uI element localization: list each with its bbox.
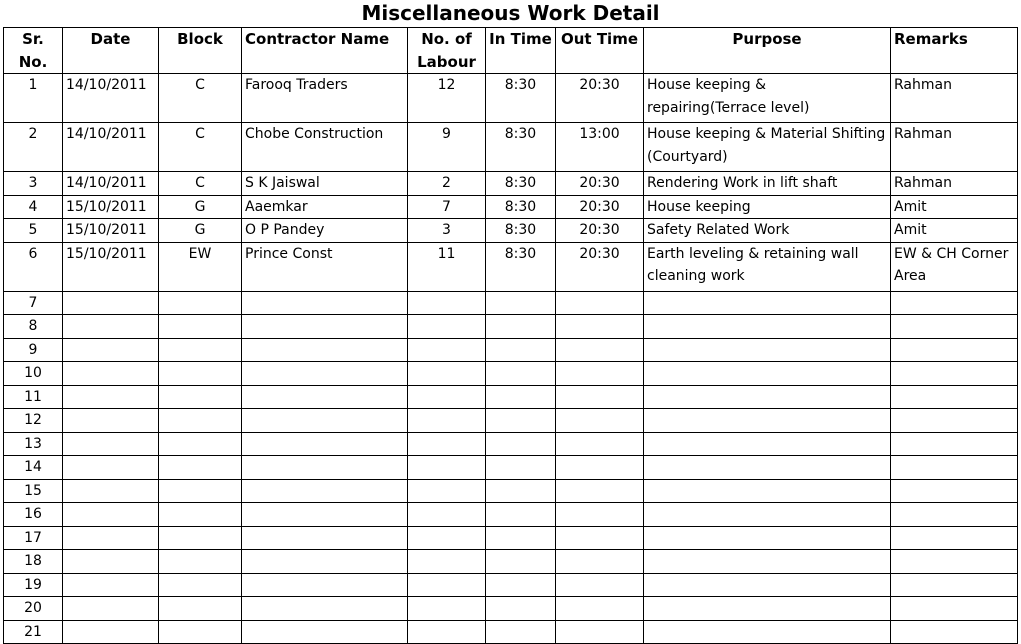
cell-contractor-name[interactable]: O P Pandey bbox=[242, 219, 408, 243]
cell-remarks[interactable]: Amit bbox=[891, 195, 1018, 219]
cell-block[interactable] bbox=[159, 620, 242, 644]
table-row bbox=[4, 503, 1018, 527]
table-row bbox=[4, 432, 1018, 456]
header-date[interactable]: Date bbox=[63, 28, 159, 74]
cell-out-time[interactable] bbox=[556, 526, 644, 550]
cell-sr-no[interactable]: 13 bbox=[4, 432, 63, 456]
cell-contractor-name[interactable] bbox=[242, 315, 408, 339]
cell-date[interactable] bbox=[63, 385, 159, 409]
cell-sr-no[interactable]: 10 bbox=[4, 362, 63, 386]
cell-sr-no[interactable]: 6 bbox=[4, 242, 63, 291]
cell-remarks[interactable]: Rahman bbox=[891, 74, 1018, 123]
cell-purpose[interactable] bbox=[644, 338, 891, 362]
cell-sr-no[interactable]: 5 bbox=[4, 219, 63, 243]
cell-purpose[interactable] bbox=[644, 479, 891, 503]
cell-sr-no[interactable]: 7 bbox=[4, 291, 63, 315]
sheet-title: Miscellaneous Work Detail bbox=[361, 1, 660, 25]
cell-out-time[interactable] bbox=[556, 409, 644, 433]
cell-contractor-name[interactable] bbox=[242, 385, 408, 409]
cell-purpose[interactable] bbox=[644, 597, 891, 621]
cell-no-of-labour[interactable]: 7 bbox=[408, 195, 486, 219]
cell-contractor-name[interactable] bbox=[242, 526, 408, 550]
cell-contractor-name[interactable] bbox=[242, 338, 408, 362]
cell-purpose[interactable] bbox=[644, 526, 891, 550]
cell-in-time[interactable] bbox=[486, 315, 556, 339]
cell-in-time[interactable]: 8:30 bbox=[486, 242, 556, 291]
cell-out-time[interactable]: 20:30 bbox=[556, 219, 644, 243]
table-row bbox=[4, 195, 1018, 219]
table-row bbox=[4, 409, 1018, 433]
cell-block[interactable] bbox=[159, 409, 242, 433]
cell-in-time[interactable]: 8:30 bbox=[486, 219, 556, 243]
cell-no-of-labour[interactable] bbox=[408, 432, 486, 456]
cell-date[interactable]: 14/10/2011 bbox=[63, 74, 159, 123]
cell-date[interactable] bbox=[63, 456, 159, 480]
cell-out-time[interactable]: 20:30 bbox=[556, 172, 644, 196]
cell-no-of-labour[interactable] bbox=[408, 338, 486, 362]
cell-no-of-labour[interactable] bbox=[408, 456, 486, 480]
cell-purpose[interactable] bbox=[644, 503, 891, 527]
table-row bbox=[4, 123, 1018, 172]
cell-sr-no[interactable]: 11 bbox=[4, 385, 63, 409]
cell-in-time[interactable]: 8:30 bbox=[486, 195, 556, 219]
cell-in-time[interactable] bbox=[486, 573, 556, 597]
cell-remarks[interactable] bbox=[891, 338, 1018, 362]
cell-contractor-name[interactable]: Prince Const bbox=[242, 242, 408, 291]
cell-remarks[interactable] bbox=[891, 620, 1018, 644]
cell-date[interactable]: 15/10/2011 bbox=[63, 195, 159, 219]
cell-block[interactable]: G bbox=[159, 195, 242, 219]
header-no-of-labour[interactable]: No. of Labour bbox=[408, 28, 486, 74]
table-row bbox=[4, 219, 1018, 243]
cell-block[interactable]: G bbox=[159, 219, 242, 243]
cell-purpose[interactable]: Safety Related Work bbox=[644, 219, 891, 243]
cell-date[interactable] bbox=[63, 620, 159, 644]
cell-date[interactable] bbox=[63, 338, 159, 362]
cell-no-of-labour[interactable]: 3 bbox=[408, 219, 486, 243]
cell-no-of-labour[interactable] bbox=[408, 409, 486, 433]
cell-in-time[interactable]: 8:30 bbox=[486, 123, 556, 172]
cell-no-of-labour[interactable] bbox=[408, 503, 486, 527]
cell-block[interactable]: EW bbox=[159, 242, 242, 291]
cell-remarks[interactable] bbox=[891, 409, 1018, 433]
cell-purpose[interactable]: House keeping & repairing(Terrace level) bbox=[644, 74, 891, 123]
cell-no-of-labour[interactable] bbox=[408, 597, 486, 621]
cell-remarks[interactable] bbox=[891, 526, 1018, 550]
table-row bbox=[4, 526, 1018, 550]
cell-sr-no[interactable]: 3 bbox=[4, 172, 63, 196]
cell-remarks[interactable] bbox=[891, 479, 1018, 503]
cell-block[interactable] bbox=[159, 385, 242, 409]
cell-block[interactable] bbox=[159, 526, 242, 550]
cell-out-time[interactable] bbox=[556, 338, 644, 362]
cell-in-time[interactable] bbox=[486, 291, 556, 315]
cell-remarks[interactable]: Rahman bbox=[891, 172, 1018, 196]
table-row bbox=[4, 550, 1018, 574]
cell-in-time[interactable] bbox=[486, 550, 556, 574]
cell-sr-no[interactable]: 20 bbox=[4, 597, 63, 621]
cell-out-time[interactable] bbox=[556, 385, 644, 409]
cell-contractor-name[interactable] bbox=[242, 409, 408, 433]
table-row bbox=[4, 456, 1018, 480]
cell-remarks[interactable] bbox=[891, 432, 1018, 456]
cell-block[interactable] bbox=[159, 503, 242, 527]
cell-in-time[interactable] bbox=[486, 409, 556, 433]
cell-sr-no[interactable]: 18 bbox=[4, 550, 63, 574]
cell-no-of-labour[interactable] bbox=[408, 291, 486, 315]
cell-in-time[interactable] bbox=[486, 503, 556, 527]
cell-block[interactable] bbox=[159, 315, 242, 339]
cell-block[interactable] bbox=[159, 573, 242, 597]
cell-date[interactable]: 15/10/2011 bbox=[63, 242, 159, 291]
cell-sr-no[interactable]: 14 bbox=[4, 456, 63, 480]
work-detail-table bbox=[3, 27, 1018, 644]
cell-date[interactable] bbox=[63, 503, 159, 527]
cell-block[interactable] bbox=[159, 291, 242, 315]
cell-date[interactable] bbox=[63, 362, 159, 386]
table-row bbox=[4, 597, 1018, 621]
cell-in-time[interactable]: 8:30 bbox=[486, 74, 556, 123]
cell-contractor-name[interactable]: Chobe Construction bbox=[242, 123, 408, 172]
table-row bbox=[4, 338, 1018, 362]
cell-remarks[interactable] bbox=[891, 597, 1018, 621]
cell-remarks[interactable]: Amit bbox=[891, 219, 1018, 243]
cell-purpose[interactable] bbox=[644, 573, 891, 597]
cell-contractor-name[interactable]: Farooq Traders bbox=[242, 74, 408, 123]
cell-remarks[interactable] bbox=[891, 503, 1018, 527]
cell-remarks[interactable] bbox=[891, 456, 1018, 480]
cell-contractor-name[interactable] bbox=[242, 503, 408, 527]
cell-no-of-labour[interactable]: 9 bbox=[408, 123, 486, 172]
cell-out-time[interactable] bbox=[556, 362, 644, 386]
cell-purpose[interactable]: Earth leveling & retaining wall cleaning work bbox=[644, 242, 891, 291]
cell-sr-no[interactable]: 12 bbox=[4, 409, 63, 433]
cell-block[interactable] bbox=[159, 432, 242, 456]
cell-in-time[interactable] bbox=[486, 362, 556, 386]
cell-out-time[interactable] bbox=[556, 479, 644, 503]
cell-purpose[interactable] bbox=[644, 456, 891, 480]
cell-no-of-labour[interactable] bbox=[408, 315, 486, 339]
cell-sr-no[interactable]: 15 bbox=[4, 479, 63, 503]
cell-in-time[interactable] bbox=[486, 338, 556, 362]
cell-purpose[interactable]: House keeping bbox=[644, 195, 891, 219]
cell-date[interactable] bbox=[63, 573, 159, 597]
cell-block[interactable]: C bbox=[159, 74, 242, 123]
cell-block[interactable] bbox=[159, 597, 242, 621]
cell-no-of-labour[interactable] bbox=[408, 573, 486, 597]
cell-contractor-name[interactable] bbox=[242, 432, 408, 456]
cell-date[interactable]: 15/10/2011 bbox=[63, 219, 159, 243]
cell-contractor-name[interactable] bbox=[242, 479, 408, 503]
cell-out-time[interactable] bbox=[556, 503, 644, 527]
cell-date[interactable] bbox=[63, 432, 159, 456]
cell-out-time[interactable] bbox=[556, 291, 644, 315]
cell-sr-no[interactable]: 17 bbox=[4, 526, 63, 550]
cell-contractor-name[interactable]: S K Jaiswal bbox=[242, 172, 408, 196]
cell-remarks[interactable] bbox=[891, 291, 1018, 315]
cell-sr-no[interactable]: 9 bbox=[4, 338, 63, 362]
cell-purpose[interactable] bbox=[644, 315, 891, 339]
cell-no-of-labour[interactable] bbox=[408, 550, 486, 574]
cell-contractor-name[interactable] bbox=[242, 573, 408, 597]
cell-remarks[interactable] bbox=[891, 362, 1018, 386]
cell-purpose[interactable] bbox=[644, 432, 891, 456]
cell-in-time[interactable] bbox=[486, 456, 556, 480]
header-block[interactable]: Block bbox=[159, 28, 242, 74]
cell-in-time[interactable] bbox=[486, 597, 556, 621]
cell-in-time[interactable] bbox=[486, 432, 556, 456]
cell-no-of-labour[interactable] bbox=[408, 362, 486, 386]
header-out-time[interactable]: Out Time bbox=[556, 28, 644, 74]
cell-out-time[interactable]: 20:30 bbox=[556, 74, 644, 123]
table-row bbox=[4, 172, 1018, 196]
cell-sr-no[interactable]: 19 bbox=[4, 573, 63, 597]
table-row bbox=[4, 573, 1018, 597]
cell-block[interactable] bbox=[159, 362, 242, 386]
header-remarks[interactable]: Remarks bbox=[891, 28, 1018, 74]
cell-out-time[interactable] bbox=[556, 456, 644, 480]
cell-purpose[interactable]: Rendering Work in lift shaft bbox=[644, 172, 891, 196]
header-in-time[interactable]: In Time bbox=[486, 28, 556, 74]
cell-contractor-name[interactable] bbox=[242, 550, 408, 574]
cell-sr-no[interactable]: 21 bbox=[4, 620, 63, 644]
cell-out-time[interactable]: 20:30 bbox=[556, 242, 644, 291]
cell-in-time[interactable] bbox=[486, 620, 556, 644]
cell-date[interactable] bbox=[63, 291, 159, 315]
header-contractor-name[interactable]: Contractor Name bbox=[242, 28, 408, 74]
cell-sr-no[interactable]: 16 bbox=[4, 503, 63, 527]
cell-no-of-labour[interactable] bbox=[408, 620, 486, 644]
cell-date[interactable] bbox=[63, 550, 159, 574]
cell-remarks[interactable] bbox=[891, 315, 1018, 339]
table-row bbox=[4, 242, 1018, 291]
header-row bbox=[4, 28, 1018, 74]
cell-block[interactable] bbox=[159, 338, 242, 362]
cell-date[interactable]: 14/10/2011 bbox=[63, 123, 159, 172]
cell-no-of-labour[interactable] bbox=[408, 479, 486, 503]
cell-sr-no[interactable]: 1 bbox=[4, 74, 63, 123]
cell-no-of-labour[interactable]: 12 bbox=[408, 74, 486, 123]
table-row bbox=[4, 362, 1018, 386]
cell-block[interactable]: C bbox=[159, 172, 242, 196]
cell-contractor-name[interactable] bbox=[242, 456, 408, 480]
cell-block[interactable] bbox=[159, 479, 242, 503]
cell-in-time[interactable] bbox=[486, 526, 556, 550]
cell-no-of-labour[interactable]: 2 bbox=[408, 172, 486, 196]
cell-purpose[interactable] bbox=[644, 620, 891, 644]
cell-purpose[interactable]: House keeping & Material Shifting (Courtyard) bbox=[644, 123, 891, 172]
cell-contractor-name[interactable] bbox=[242, 362, 408, 386]
cell-no-of-labour[interactable] bbox=[408, 526, 486, 550]
cell-block[interactable]: C bbox=[159, 123, 242, 172]
cell-contractor-name[interactable] bbox=[242, 291, 408, 315]
cell-contractor-name[interactable]: Aaemkar bbox=[242, 195, 408, 219]
table-row bbox=[4, 74, 1018, 123]
table-body bbox=[4, 74, 1018, 644]
table-row bbox=[4, 315, 1018, 339]
cell-purpose[interactable] bbox=[644, 550, 891, 574]
cell-date[interactable] bbox=[63, 479, 159, 503]
header-purpose[interactable]: Purpose bbox=[644, 28, 891, 74]
cell-block[interactable] bbox=[159, 550, 242, 574]
cell-date[interactable]: 14/10/2011 bbox=[63, 172, 159, 196]
cell-purpose[interactable] bbox=[644, 362, 891, 386]
cell-block[interactable] bbox=[159, 456, 242, 480]
cell-out-time[interactable]: 13:00 bbox=[556, 123, 644, 172]
cell-date[interactable] bbox=[63, 409, 159, 433]
cell-remarks[interactable]: Rahman bbox=[891, 123, 1018, 172]
cell-sr-no[interactable]: 4 bbox=[4, 195, 63, 219]
cell-contractor-name[interactable] bbox=[242, 620, 408, 644]
table-row bbox=[4, 291, 1018, 315]
cell-contractor-name[interactable] bbox=[242, 597, 408, 621]
cell-out-time[interactable] bbox=[556, 597, 644, 621]
cell-remarks[interactable] bbox=[891, 385, 1018, 409]
cell-purpose[interactable] bbox=[644, 385, 891, 409]
cell-sr-no[interactable]: 2 bbox=[4, 123, 63, 172]
table-row bbox=[4, 385, 1018, 409]
cell-no-of-labour[interactable] bbox=[408, 385, 486, 409]
cell-in-time[interactable] bbox=[486, 479, 556, 503]
cell-out-time[interactable] bbox=[556, 620, 644, 644]
cell-purpose[interactable] bbox=[644, 291, 891, 315]
table-row bbox=[4, 479, 1018, 503]
cell-remarks[interactable] bbox=[891, 550, 1018, 574]
cell-out-time[interactable]: 20:30 bbox=[556, 195, 644, 219]
cell-purpose[interactable] bbox=[644, 409, 891, 433]
cell-remarks[interactable]: EW & CH Corner Area bbox=[891, 242, 1018, 291]
cell-no-of-labour[interactable]: 11 bbox=[408, 242, 486, 291]
cell-out-time[interactable] bbox=[556, 573, 644, 597]
cell-out-time[interactable] bbox=[556, 432, 644, 456]
cell-out-time[interactable] bbox=[556, 315, 644, 339]
header-sr-no[interactable]: Sr. No. bbox=[4, 28, 63, 74]
cell-sr-no[interactable]: 8 bbox=[4, 315, 63, 339]
cell-date[interactable] bbox=[63, 526, 159, 550]
table-row bbox=[4, 620, 1018, 644]
cell-in-time[interactable]: 8:30 bbox=[486, 172, 556, 196]
cell-date[interactable] bbox=[63, 597, 159, 621]
cell-in-time[interactable] bbox=[486, 385, 556, 409]
cell-out-time[interactable] bbox=[556, 550, 644, 574]
cell-remarks[interactable] bbox=[891, 573, 1018, 597]
cell-date[interactable] bbox=[63, 315, 159, 339]
